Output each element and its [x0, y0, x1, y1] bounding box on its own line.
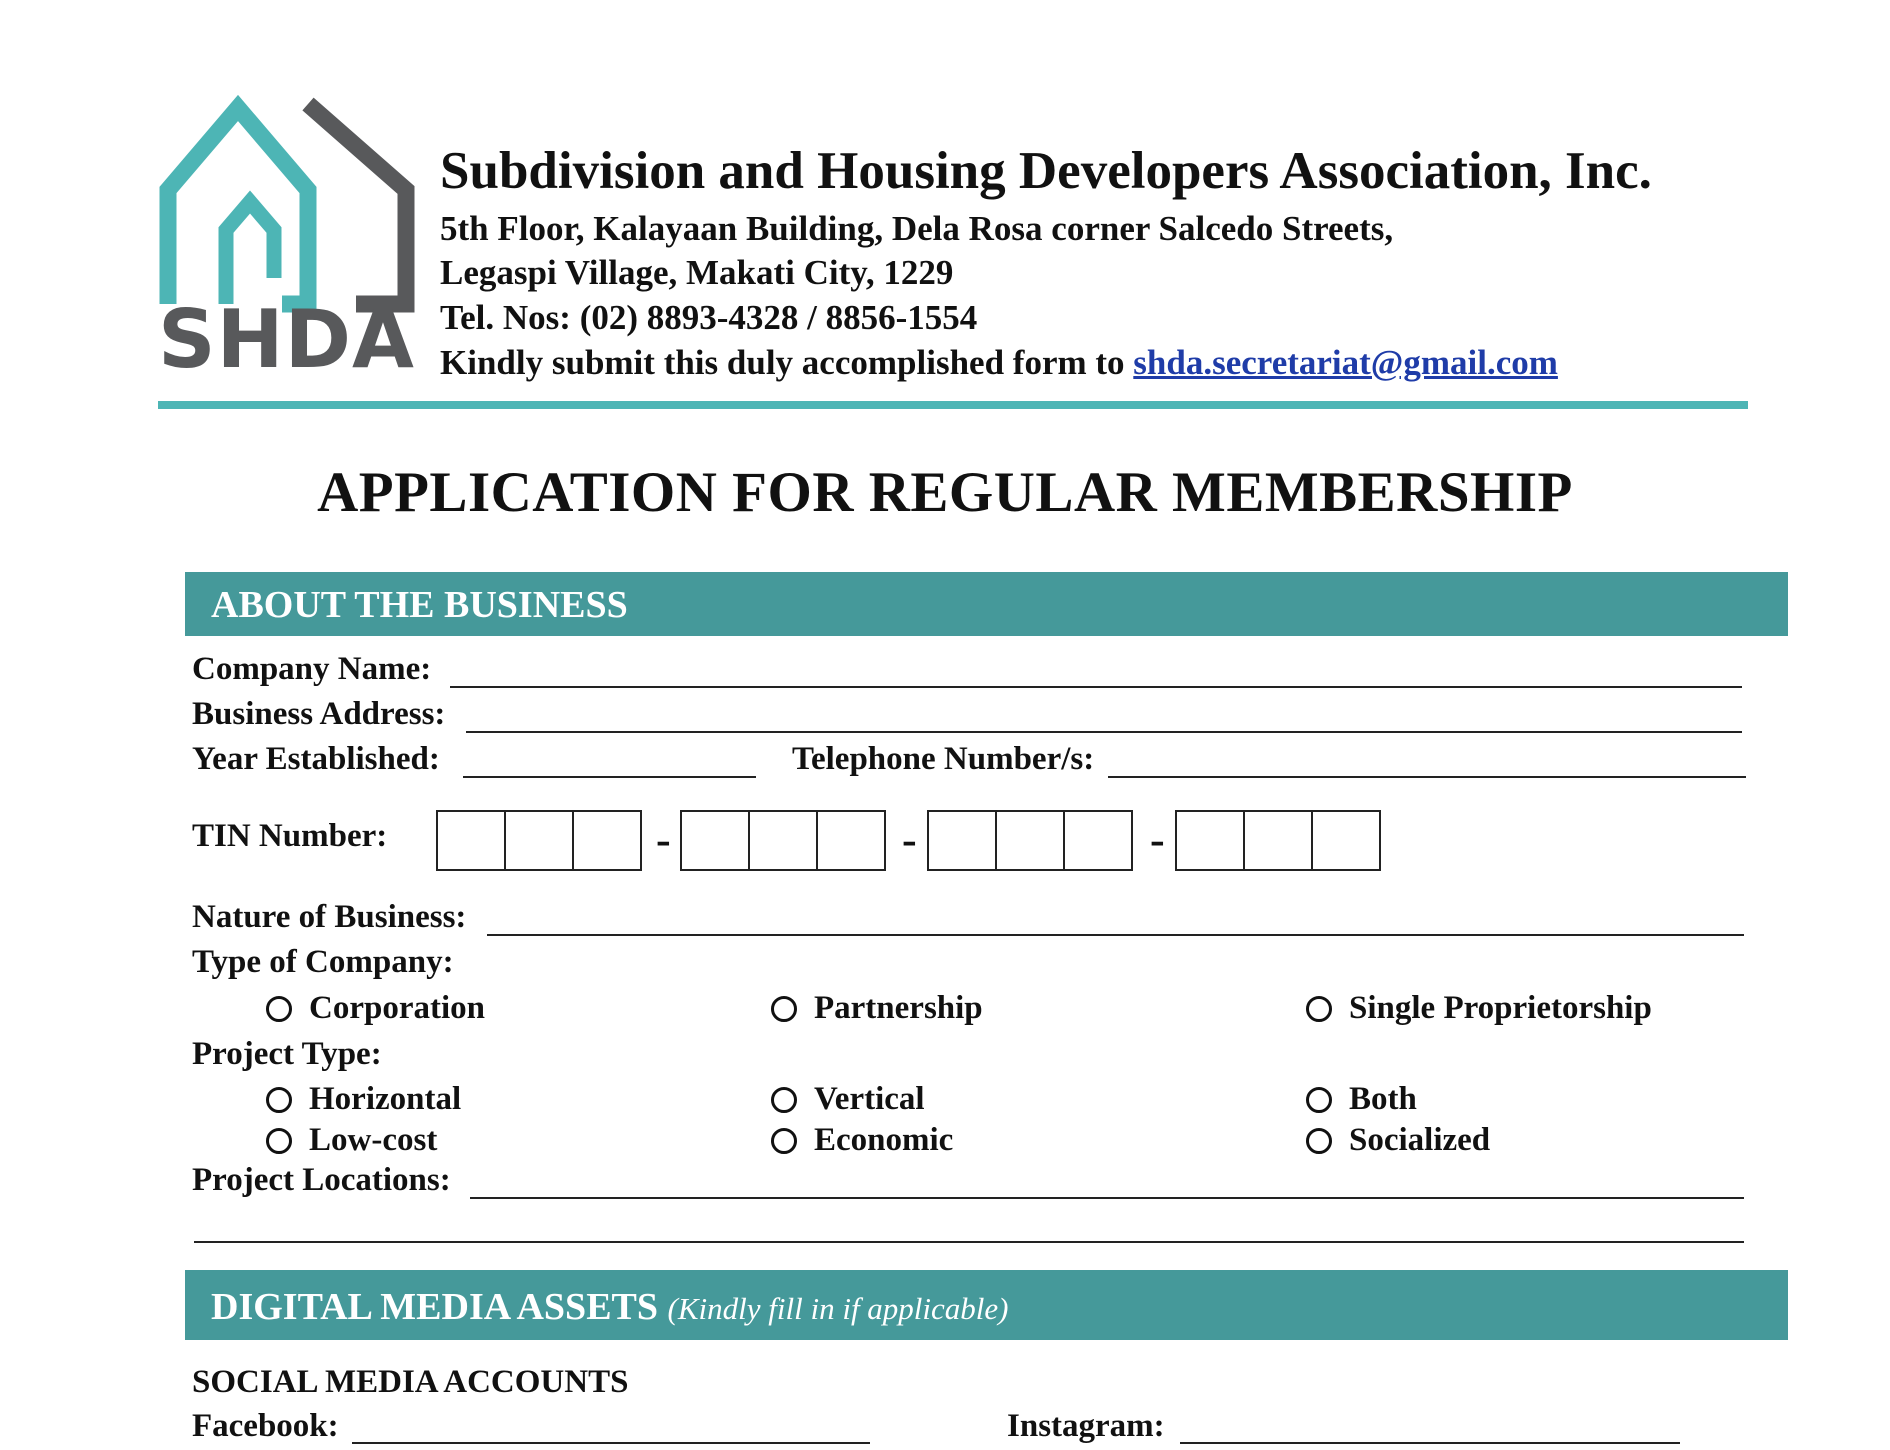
telephone-label: Telephone Number/s:	[792, 741, 1095, 777]
option-label: Horizontal	[309, 1081, 462, 1117]
tin-label: TIN Number:	[192, 818, 388, 854]
year-established-field[interactable]	[463, 776, 756, 778]
form-title: APPLICATION FOR REGULAR MEMBERSHIP	[317, 461, 1573, 524]
submit-text: Kindly submit this duly accomplished form to	[440, 343, 1134, 382]
tin-group-2	[680, 810, 884, 874]
header-divider	[158, 401, 1748, 409]
radio-circle-icon[interactable]	[266, 1128, 292, 1154]
tin-digit-box[interactable]	[504, 810, 574, 871]
project-locations-field[interactable]	[470, 1197, 1744, 1199]
tin-digit-box[interactable]	[572, 810, 642, 871]
option-label: Corporation	[309, 990, 485, 1026]
option-low-cost[interactable]	[266, 1124, 437, 1157]
radio-circle-icon[interactable]	[266, 996, 292, 1022]
option-label: Both	[1349, 1081, 1417, 1117]
tin-group-4	[1175, 810, 1379, 874]
radio-circle-icon[interactable]	[771, 996, 797, 1022]
telephone-field[interactable]	[1108, 776, 1746, 778]
section-heading: DIGITAL MEDIA ASSETS	[211, 1286, 659, 1328]
nature-of-business-label: Nature of Business:	[192, 899, 467, 935]
tin-digit-box[interactable]	[680, 810, 750, 871]
business-address-field[interactable]	[466, 731, 1742, 733]
project-locations-field-line-2[interactable]	[194, 1241, 1744, 1243]
section-about-business	[185, 572, 1788, 636]
radio-circle-icon[interactable]	[771, 1128, 797, 1154]
instagram-field[interactable]	[1180, 1442, 1680, 1444]
tin-digit-box[interactable]	[1311, 810, 1381, 871]
tin-group-3	[927, 810, 1131, 874]
project-type-label: Project Type:	[192, 1036, 382, 1072]
email-link[interactable]: shda.secretariat@gmail.com	[1133, 343, 1558, 382]
radio-circle-icon[interactable]	[266, 1087, 292, 1113]
option-label: Partnership	[814, 990, 983, 1026]
option-socialized[interactable]	[1306, 1124, 1490, 1157]
section-digital-media-assets	[185, 1270, 1788, 1340]
nature-of-business-field[interactable]	[487, 934, 1744, 936]
option-vertical[interactable]	[771, 1083, 925, 1116]
tin-separator: -	[1150, 815, 1165, 864]
tin-digit-box[interactable]	[927, 810, 997, 871]
option-single-proprietorship[interactable]	[1306, 992, 1652, 1025]
radio-circle-icon[interactable]	[771, 1087, 797, 1113]
option-label: Socialized	[1349, 1122, 1491, 1158]
radio-circle-icon[interactable]	[1306, 1087, 1332, 1113]
social-media-heading: SOCIAL MEDIA ACCOUNTS	[192, 1364, 629, 1400]
option-label: Economic	[814, 1122, 954, 1158]
address-line-1: 5th Floor, Kalayaan Building, Dela Rosa corner Salcedo Streets,	[440, 209, 1394, 248]
section-note: (Kindly fill in if applicable)	[667, 1291, 1009, 1326]
facebook-label: Facebook:	[192, 1408, 339, 1444]
tin-digit-box[interactable]	[816, 810, 886, 871]
radio-circle-icon[interactable]	[1306, 1128, 1332, 1154]
tin-digit-box[interactable]	[1063, 810, 1133, 871]
submit-instructions	[440, 345, 1558, 380]
option-label: Vertical	[814, 1081, 925, 1117]
tin-digit-box[interactable]	[436, 810, 506, 871]
option-both[interactable]	[1306, 1083, 1417, 1116]
tin-digit-box[interactable]	[748, 810, 818, 871]
tin-digit-box[interactable]	[1243, 810, 1313, 871]
option-label: Single Proprietorship	[1349, 990, 1652, 1026]
address-line-2: Legaspi Village, Makati City, 1229	[440, 253, 954, 292]
tin-separator: -	[656, 815, 671, 864]
company-name-label: Company Name:	[192, 651, 432, 687]
option-corporation[interactable]	[266, 992, 485, 1025]
tin-separator: -	[902, 815, 917, 864]
option-label: Low-cost	[309, 1122, 438, 1158]
year-established-label: Year Established:	[192, 741, 440, 777]
business-address-label: Business Address:	[192, 696, 446, 732]
radio-circle-icon[interactable]	[1306, 996, 1332, 1022]
tin-digit-box[interactable]	[1175, 810, 1245, 871]
instagram-label: Instagram:	[1007, 1408, 1165, 1444]
tin-group-1	[436, 810, 640, 874]
company-name-field[interactable]	[450, 686, 1742, 688]
facebook-field[interactable]	[352, 1442, 870, 1444]
project-locations-label: Project Locations:	[192, 1162, 451, 1198]
option-partnership[interactable]	[771, 992, 983, 1025]
organization-name: Subdivision and Housing Developers Association, Inc.	[440, 142, 1652, 200]
option-horizontal[interactable]	[266, 1083, 461, 1116]
telephone-numbers: Tel. Nos: (02) 8893-4328 / 8856-1554	[440, 298, 978, 337]
tin-digit-box[interactable]	[995, 810, 1065, 871]
shda-logo-wordmark: SHDA	[158, 293, 415, 386]
section-heading: ABOUT THE BUSINESS	[211, 584, 628, 626]
type-of-company-label: Type of Company:	[192, 944, 454, 980]
option-economic[interactable]	[771, 1124, 953, 1157]
